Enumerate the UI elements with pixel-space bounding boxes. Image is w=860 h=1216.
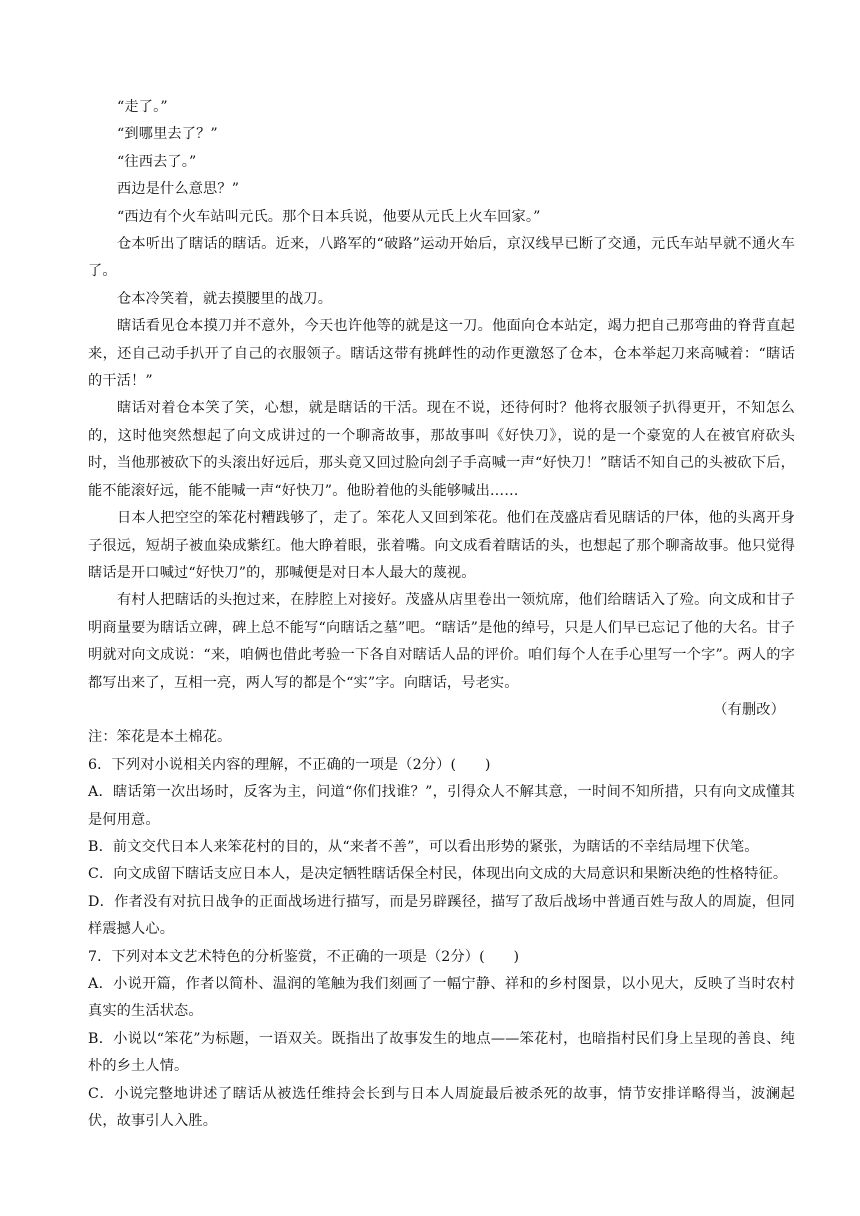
footnote: 注：笨花是本土棉花。 <box>88 729 232 746</box>
story-paragraph: 仓本冷笑着，就去摸腰里的战刀。 <box>117 290 333 307</box>
question-6-stem: 6．下列对小说相关内容的理解，不正确的一项是（2分）( ) <box>88 756 491 773</box>
edit-note: （有删改） <box>713 701 785 718</box>
story-paragraph: 瞎话对着仓本笑了笑，心想，就是瞎话的干活。现在不说，还待何时？他将衣服领子扒得更开，不知怎么的，这时他突然想起了向文成讲过的一个聊斋故事，那故事叫《好快刀》，说的是一个豪宽的人在被官府砍头时，当他那被砍下的头滚出好远后，那头竟又回过脸向刽子手高喊一声“好快刀！”瞎话不知自己的头被砍下后，能不能滚好远，能不能喊一声“好快刀”。他盼着他的头能够喊出…… <box>88 400 795 499</box>
document-body <box>88 94 795 1135</box>
dialogue-line: “走了。” <box>117 99 168 115</box>
question-7-option-b: B．小说以“笨花”为标题，一语双关。既指出了故事发生的地点——笨花村，也暗指村民们身上呈现的善良、纯朴的乡土人情。 <box>88 1030 795 1075</box>
question-6-option-d: D．作者没有对抗日战争的正面战场进行描写，而是另辟蹊径，描写了敌后战场中普通百姓与敌人的周旋，但同样震撼人心。 <box>88 893 795 938</box>
question-7-option-a: A．小说开篇，作者以简朴、温润的笔触为我们刻画了一幅宁静、祥和的乡村图景，以小见大，反映了当时农村真实的生活状态。 <box>88 976 795 1020</box>
dialogue-line: “西边有个火车站叫元氏。那个日本兵说，他要从元氏上火车回家。” <box>117 208 541 225</box>
story-paragraph: 有村人把瞎话的头抱过来，在脖腔上对接好。茂盛从店里卷出一领炕席，他们给瞎话入了殓。向文成和甘子明商量要为瞎话立碑，碑上总不能写“向瞎话之墓”吧。“瞎话”是他的绰号，只是人们早已忘记了他的大名。甘子明就对向文成说：“来，咱俩也借此考验一下各自对瞎话人品的评价。咱们每个人在手心里写一个字”。两人的字都写出来了，互相一亮，两人写的都是个“实”字。向瞎话，号老实。 <box>88 592 795 691</box>
story-paragraph: 仓本听出了瞎话的瞎话。近来，八路军的“破路”运动开始后，京汉线早已断了交通，元氏车站早就不通火车了。 <box>88 236 795 280</box>
dialogue-line: “到哪里去了？” <box>117 126 218 143</box>
question-6-option-b: B．前文交代日本人来笨花村的目的，从“来者不善”，可以看出形势的紧张，为瞎话的不幸结局埋下伏笔。 <box>88 838 759 855</box>
story-paragraph: 瞎话看见仓本摸刀并不意外，今天也许他等的就是这一刀。他面向仓本站定，竭力把自己那弯曲的脊背直起来，还自己动手扒开了自己的衣服领子。瞎话这带有挑衅性的动作更激怒了仓本，仓本举起刀来高喊着：“瞎话的干活！” <box>88 318 795 390</box>
question-6-option-a: A．瞎话第一次出场时，反客为主，问道“你们找谁？”，引得众人不解其意，一时间不知所措，只有向文成懂其是何用意。 <box>88 784 795 828</box>
question-6-option-c: C．向文成留下瞎话支应日本人，是决定牺牲瞎话保全村民，体现出向文成的大局意识和果断决绝的性格特征。 <box>88 866 788 883</box>
dialogue-line: 西边是什么意思？” <box>117 181 240 198</box>
story-paragraph: 日本人把空空的笨花村糟践够了，走了。笨花人又回到笨花。他们在茂盛店看见瞎话的尸体，他的头离开身子很远，短胡子被血染成紫红。他大睁着眼，张着嘴。向文成看着瞎话的头，也想起了那个聊斋故事。他只觉得瞎话是开口喊过“好快刀”的，那喊便是对日本人最大的蔑视。 <box>88 510 795 581</box>
question-7-stem: 7．下列对本文艺术特色的分析鉴赏，不正确的一项是（2分）( ) <box>88 948 520 965</box>
dialogue-line: “往西去了。” <box>117 153 197 170</box>
question-7-option-c: C．小说完整地讲述了瞎话从被选任维持会长到与日本人周旋最后被杀死的故事，情节安排详略得当，波澜起伏，故事引人入胜。 <box>88 1085 795 1130</box>
